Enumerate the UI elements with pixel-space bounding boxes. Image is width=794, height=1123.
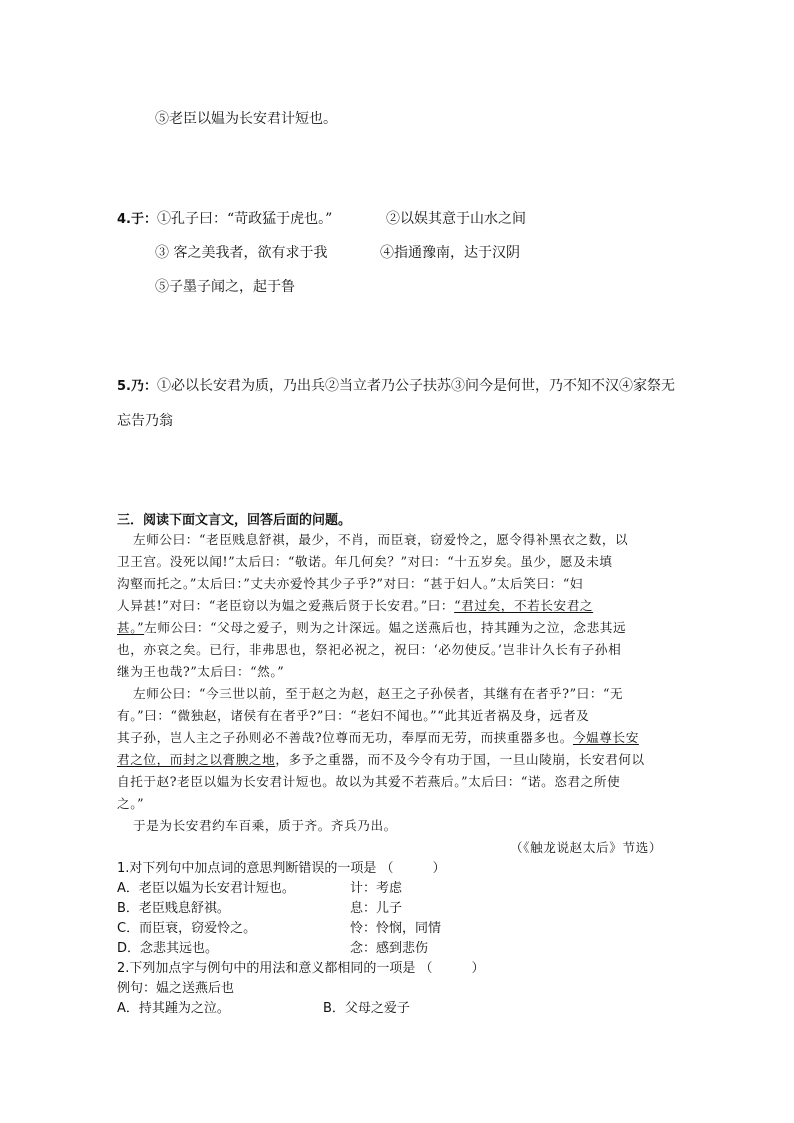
- q5-line-2: 忘告乃翁: [117, 413, 173, 429]
- passage-underlined-3: 今媪尊长安: [572, 730, 639, 745]
- passage-underlined-2: 甚。”: [117, 620, 145, 635]
- q5-number: 5.: [117, 379, 131, 394]
- q2-option-a: A．持其踵为之泣。: [117, 1001, 230, 1016]
- q4-line-1: [117, 208, 332, 228]
- q1-option-d-meaning: 念：感到悲伤: [350, 941, 429, 956]
- passage-p1-line-6: 也，亦哀之矣。已行，非弗思也，祭祀必祝之，祝曰：‘必勿使反。’岂非计久长有子孙相: [117, 642, 622, 657]
- passage-p1-line-4: [117, 595, 593, 614]
- q1-option-b: B．老臣贱息舒祺。: [117, 901, 230, 916]
- passage-p3: 于是为长安君约车百乘，质于齐。齐兵乃出。: [133, 818, 397, 833]
- q4-item-e: ⑤子墨子闻之，起于鲁: [155, 279, 295, 295]
- item-5-top: ⑤老臣以媪为长安君计短也。: [155, 111, 337, 127]
- q1-option-a-meaning: 计：考虑: [350, 881, 403, 896]
- q5-line-1: [117, 375, 675, 395]
- q4-item-d: ④指通豫南，达于汉阴: [380, 245, 520, 261]
- q1-option-d: D．念悲其远也。: [117, 941, 219, 956]
- passage-p2-line-2: 有。”曰：“微独赵，诸侯有在者乎?”曰：“老妇不闻也。”“此其近者祸及身，远者及: [117, 708, 590, 723]
- q4-colon: ：: [144, 212, 158, 227]
- passage-p2-line-5: 自托于赵?老臣以媪为长安君计短也。故以为其爱不若燕后。”太后曰：“诺。恣君之所使: [117, 774, 621, 789]
- q2-option-b: B．父母之爱子: [323, 1001, 410, 1016]
- passage-underlined-4: 君之位，而封之以膏腴之地: [117, 752, 276, 767]
- q4-item-b: ②以娱其意于山水之间: [386, 211, 526, 227]
- passage-source: （《触龙说赵太后》节选）: [510, 840, 663, 855]
- passage-p1-line-5-text: 左师公曰：“父母之爱子，则为之计深远。媪之送燕后也，持其踵为之泣，念悲其远: [144, 620, 627, 635]
- q2-stem: 2.下列加点字与例句中的用法和意义都相同的一项是 （ ）: [117, 961, 485, 976]
- passage-p1-line-3: 沟壑而托之。”太后曰：”丈夫亦爱怜其少子乎?”对曰：“甚于妇人。”太后笑曰：“妇: [117, 576, 584, 591]
- q4-number: 4.: [117, 212, 131, 227]
- passage-p2-line-3-text: 其子孙，岂人主之子孙则必不善哉?位尊而无功，奉厚而无劳，而挟重器多也。: [117, 730, 573, 745]
- q2-example: 例句：媪之送燕后也: [117, 981, 235, 996]
- passage-p1-line-5: [117, 617, 626, 636]
- passage-p1-line-2: 卫王宫。没死以闻!”太后曰：“敬诺。年几何矣？”对曰：“十五岁矣。虽少，愿及未填: [117, 554, 613, 569]
- q1-option-c: C．而臣衰，窃爱怜之。: [117, 921, 257, 936]
- passage-p2-line-6: 之。”: [117, 796, 145, 811]
- passage-underlined-1: “君过矣，不若长安君之: [454, 598, 594, 613]
- q5-colon: ：: [144, 379, 158, 394]
- q4-item-a: ①孔子曰：“苛政猛于虎也。”: [157, 211, 333, 227]
- q1-option-a: A．老臣以媪为长安君计短也。: [117, 881, 295, 896]
- q1-option-b-meaning: 息：儿子: [350, 901, 403, 916]
- q1-stem: 1.对下列句中加点词的意思判断错误的一项是 （ ）: [117, 861, 446, 876]
- q5-keyword: 乃: [130, 379, 144, 394]
- section-3-title: 三．阅读下面文言文，回答后面的问题。: [117, 513, 352, 528]
- q5-items: ①必以长安君为质，乃出兵②当立者乃公子扶苏③问今是何世，乃不知不汉④家祭无: [157, 378, 676, 394]
- passage-p2-line-1: 左师公曰：“今三世以前，至于赵之为赵，赵王之子孙侯者，其继有在者乎?”曰：“无: [133, 686, 624, 701]
- q4-keyword: 于: [130, 212, 144, 227]
- q1-option-c-meaning: 怜：怜悯，同情: [350, 921, 442, 936]
- passage-p1-line-1: 左师公曰：“老臣贱息舒祺，最少，不肖，而臣衰，窃爱怜之，愿令得补黑衣之数，以: [133, 532, 629, 547]
- q4-item-c: ③ 客之美我者，欲有求于我: [155, 245, 328, 261]
- passage-p2-line-4: [117, 749, 645, 768]
- passage-p2-line-3: [117, 727, 639, 746]
- passage-p1-line-4-text: 人异甚!”对曰：“老臣窃以为媪之爱燕后贤于长安君。”曰：: [117, 598, 455, 613]
- passage-p2-line-4-text: ，多予之重器，而不及今令有功于国，一旦山陵崩，长安君何以: [275, 752, 645, 767]
- passage-p1-line-7: 继为王也哉?”太后曰：“然。”: [117, 664, 285, 679]
